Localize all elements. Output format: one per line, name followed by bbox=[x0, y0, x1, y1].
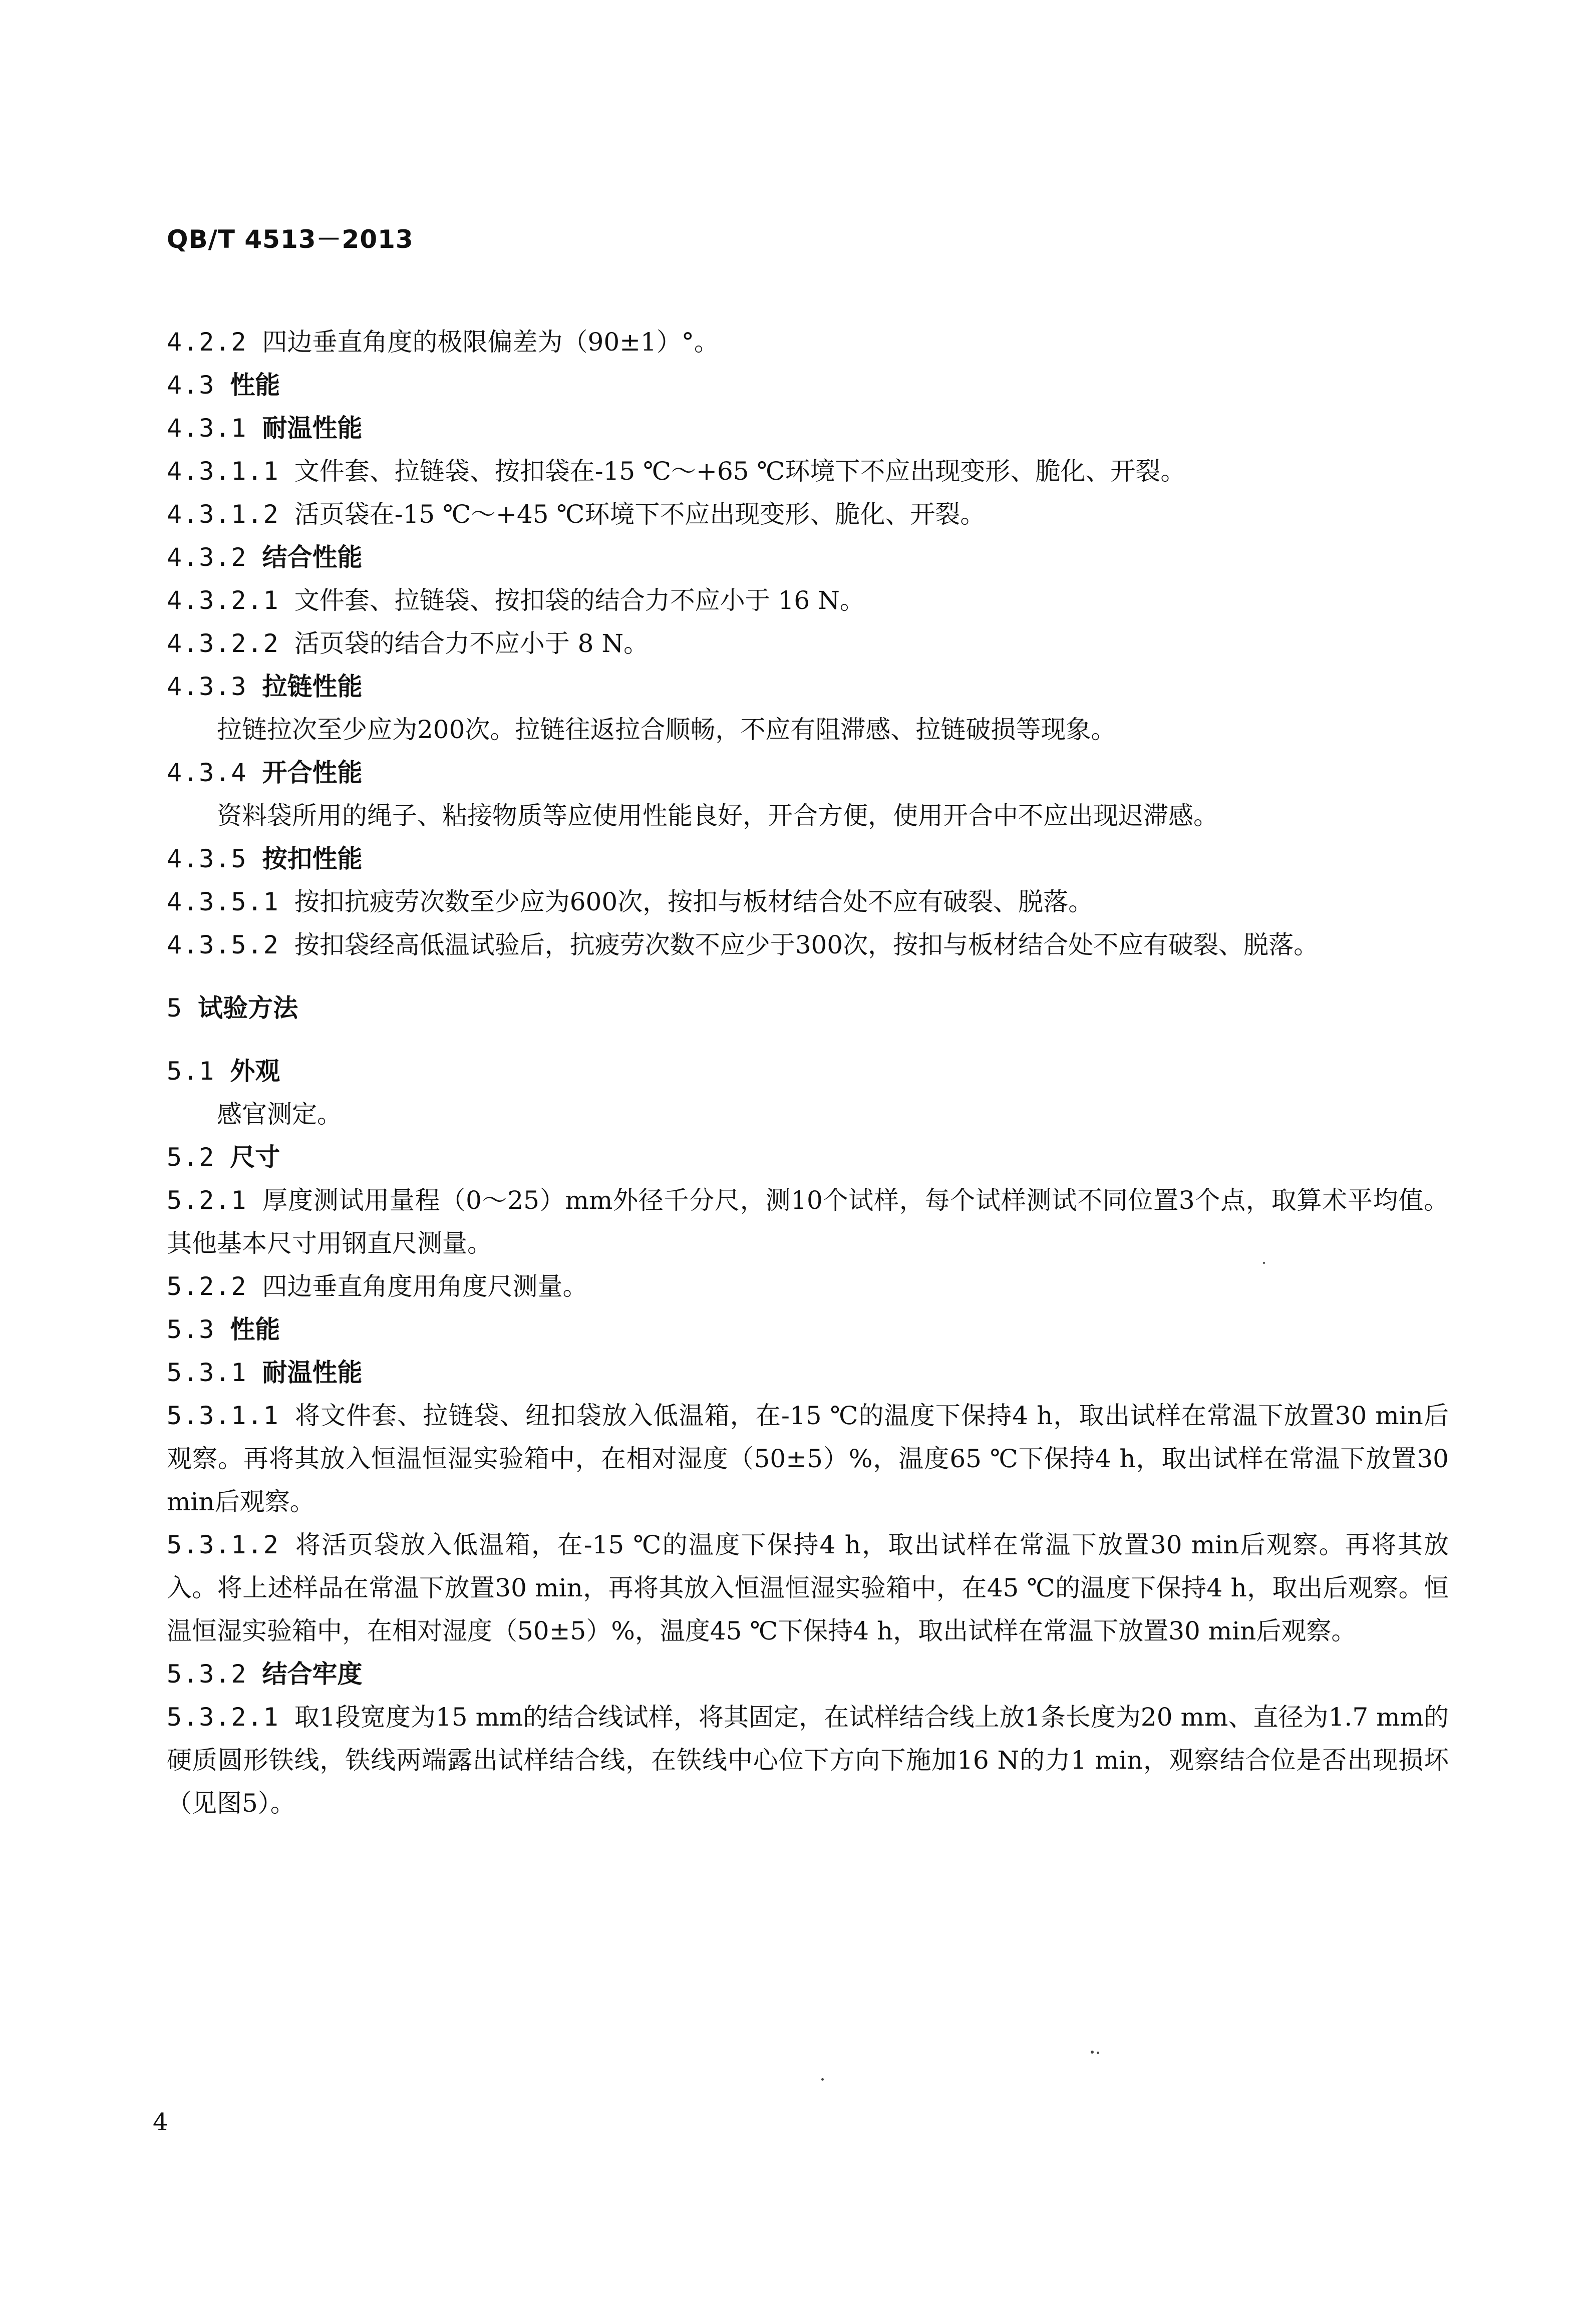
clause-number: 4.3.1.1 bbox=[167, 457, 279, 486]
clause-heading bbox=[167, 986, 1449, 1030]
clause-line bbox=[167, 320, 1449, 364]
clause-number: 4.3.2 bbox=[167, 543, 247, 572]
clause-number: 4.2.2 bbox=[167, 327, 247, 357]
standard-code: QB/T 4513－2013 bbox=[167, 225, 414, 254]
clause-text: 拉链性能 bbox=[262, 672, 363, 701]
clause-text: 结合牢度 bbox=[262, 1659, 363, 1689]
clause-text: 性能 bbox=[230, 370, 280, 400]
page-number: 4 bbox=[153, 2108, 168, 2136]
clause-number: 5.1 bbox=[167, 1057, 215, 1086]
clause-text: 开合性能 bbox=[262, 758, 363, 787]
clause-text: 耐温性能 bbox=[262, 1358, 363, 1387]
clause-number: 5.3.1.2 bbox=[167, 1530, 279, 1559]
clause-number: 4.3 bbox=[167, 371, 215, 400]
clause-text: 性能 bbox=[230, 1314, 280, 1344]
clause-text: 耐温性能 bbox=[262, 413, 363, 443]
clause-paragraph bbox=[167, 1523, 1449, 1652]
clause-line bbox=[167, 450, 1449, 493]
clause-number: 5.3 bbox=[167, 1315, 215, 1344]
clause-number: 4.3.5 bbox=[167, 844, 247, 873]
clause-heading bbox=[167, 536, 1449, 579]
scan-speck bbox=[1097, 2052, 1099, 2054]
clause-number: 4.3.2.1 bbox=[167, 586, 279, 615]
clause-text: 四边垂直角度的极限偏差为（90±1）°。 bbox=[262, 327, 719, 357]
scan-speck bbox=[821, 2078, 824, 2081]
clause-text: 文件套、拉链袋、按扣袋的结合力不应小于 16 N。 bbox=[294, 586, 865, 615]
clause-text: 试验方法 bbox=[198, 993, 298, 1023]
clause-text: 取1段宽度为15 mm的结合线试样，将其固定，在试样结合线上放1条长度为20 mm、直径为1.7 mm的硬质圆形铁线，铁线两端露出试样结合线，在铁线中心位下方向下施加16 N的力1 min，观察结合位是否出现损坏（见图5）。 bbox=[167, 1703, 1449, 1818]
clause-text: 结合性能 bbox=[262, 542, 363, 572]
clause-text: 按扣抗疲劳次数至少应为600次，按扣与板材结合处不应有破裂、脱落。 bbox=[294, 887, 1094, 916]
section-gap bbox=[167, 966, 1449, 986]
clause-paragraph bbox=[167, 1179, 1449, 1265]
clause-heading bbox=[167, 1652, 1449, 1696]
clause-number: 5.3.2.1 bbox=[167, 1703, 279, 1732]
clause-number: 5.3.1.1 bbox=[167, 1401, 279, 1430]
scan-speck bbox=[1091, 2051, 1094, 2054]
clause-text: 活页袋在-15 ℃～+45 ℃环境下不应出现变形、脆化、开裂。 bbox=[294, 500, 986, 529]
clause-number: 4.3.1.2 bbox=[167, 500, 279, 529]
clause-number: 5.3.2 bbox=[167, 1660, 247, 1689]
clause-text: 资料袋所用的绳子、粘接物质等应使用性能良好，开合方便，使用开合中不应出现迟滞感。 bbox=[217, 801, 1218, 830]
clause-number: 4.3.5.1 bbox=[167, 887, 279, 916]
clause-number: 5.2.2 bbox=[167, 1272, 247, 1301]
clause-paragraph bbox=[167, 1696, 1449, 1825]
clause-line bbox=[167, 923, 1449, 966]
scan-speck bbox=[1263, 1262, 1265, 1264]
clause-heading bbox=[167, 1050, 1449, 1093]
clause-heading bbox=[167, 407, 1449, 450]
clause-text: 将文件套、拉链袋、纽扣袋放入低温箱，在-15 ℃的温度下保持4 h，取出试样在常温下放置30 min后观察。再将其放入恒温恒湿实验箱中，在相对湿度（50±5）%，温度65 ℃下保持4 h，取出试样在常温下放置30 min后观察。 bbox=[167, 1401, 1449, 1516]
clause-line bbox=[167, 622, 1449, 665]
clause-text: 四边垂直角度用角度尺测量。 bbox=[262, 1272, 588, 1301]
clause-number: 5.2 bbox=[167, 1143, 215, 1172]
clause-number: 4.3.4 bbox=[167, 758, 247, 787]
clause-heading bbox=[167, 837, 1449, 880]
clause-number: 4.3.3 bbox=[167, 672, 247, 701]
clause-line bbox=[167, 493, 1449, 536]
clause-line bbox=[167, 1265, 1449, 1308]
clause-text: 按扣性能 bbox=[262, 844, 363, 873]
clause-paragraph bbox=[167, 708, 1449, 751]
clause-text: 外观 bbox=[230, 1056, 280, 1086]
document-body bbox=[167, 320, 1449, 1825]
clause-number: 5.3.1 bbox=[167, 1358, 247, 1387]
clause-text: 感官测定。 bbox=[217, 1100, 342, 1129]
clause-number: 4.3.5.2 bbox=[167, 930, 279, 959]
clause-number: 4.3.2.2 bbox=[167, 629, 279, 658]
clause-heading bbox=[167, 1136, 1449, 1179]
clause-text: 尺寸 bbox=[230, 1142, 280, 1172]
clause-text: 将活页袋放入低温箱，在-15 ℃的温度下保持4 h，取出试样在常温下放置30 min后观察。再将其放入。将上述样品在常温下放置30 min，再将其放入恒温恒湿实验箱中，在45 ℃的温度下保持4 h，取出后观察。恒温恒湿实验箱中，在相对湿度（50±5）%，温度45 ℃下保持4 h，取出试样在常温下放置30 min后观察。 bbox=[167, 1530, 1449, 1645]
clause-number: 5 bbox=[167, 993, 183, 1023]
section-gap bbox=[167, 1030, 1449, 1050]
clause-text: 厚度测试用量程（0～25）mm外径千分尺，测10个试样，每个试样测试不同位置3个点，取算术平均值。其他基本尺寸用钢直尺测量。 bbox=[167, 1186, 1449, 1258]
clause-heading bbox=[167, 665, 1449, 708]
clause-paragraph bbox=[167, 1394, 1449, 1523]
clause-number: 5.2.1 bbox=[167, 1186, 247, 1215]
clause-heading bbox=[167, 1351, 1449, 1394]
clause-line bbox=[167, 880, 1449, 923]
clause-text: 文件套、拉链袋、按扣袋在-15 ℃～+65 ℃环境下不应出现变形、脆化、开裂。 bbox=[294, 457, 1186, 486]
clause-text: 活页袋的结合力不应小于 8 N。 bbox=[294, 629, 649, 658]
clause-line bbox=[167, 579, 1449, 622]
clause-heading bbox=[167, 364, 1449, 407]
clause-heading bbox=[167, 751, 1449, 794]
clause-paragraph bbox=[167, 1093, 1449, 1136]
clause-text: 按扣袋经高低温试验后，抗疲劳次数不应少于300次，按扣与板材结合处不应有破裂、脱落。 bbox=[294, 930, 1319, 959]
clause-heading bbox=[167, 1308, 1449, 1351]
clause-text: 拉链拉次至少应为200次。拉链往返拉合顺畅，不应有阻滞感、拉链破损等现象。 bbox=[217, 715, 1116, 744]
clause-number: 4.3.1 bbox=[167, 414, 247, 443]
clause-paragraph bbox=[167, 794, 1449, 837]
